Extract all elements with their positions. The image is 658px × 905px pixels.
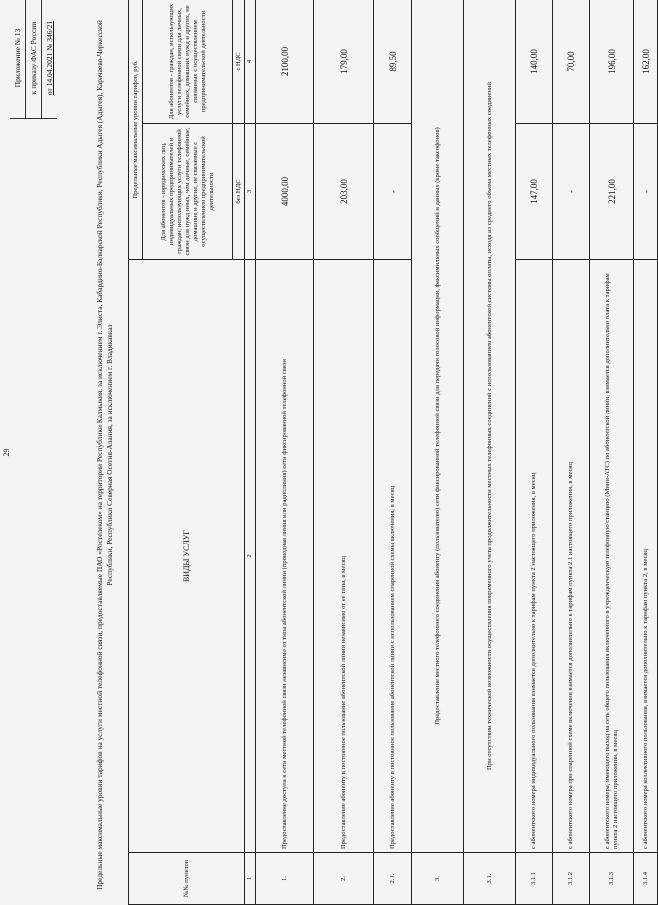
appendix-order: к приказу ФАС России: [25, 0, 41, 118]
header-group-legal: Для абонентов - юридических лиц, индивидуальных предпринимателей и граждан, использующих услуги телефонной связи для нужд иных, чем личные, семейные, домашние и другие, не связанные с осуществлением предпринимательской деятельности: [143, 124, 233, 260]
header-vat-included: с НДС: [233, 0, 245, 124]
row-num: 3.1.4: [634, 853, 658, 905]
row-value-vat-excl: 203,00: [314, 124, 374, 260]
row-service: с абонентского номера коллективного пользования, взимается дополнительно к тарифам пункта 2, в месяц: [634, 260, 658, 853]
row-service: с абонентского номера при спаренной схеме включения взимается дополнительно к тарифам пункта 2.1 настоящего приложения, в месяц: [553, 260, 590, 853]
row-num: 3.1.1: [516, 853, 553, 905]
table-row: [256, 0, 314, 905]
row-service-section: Предоставление местного телефонного соединения абоненту (пользователю) сети фиксированной телефонной связи для передачи голосовой информации, факсимильных сообщений и данных (кроме таксофонов): [412, 0, 464, 853]
table-row: [314, 0, 374, 905]
row-service: с абонентского номера, имеющего выход на сеть общего пользования включенного в учрежденческую телефонную станцию (Мини-АТС) по абонентской линии, взимается дополнительно плата к тарифам пункта 2 настоящего приложения, в месяц: [590, 260, 634, 853]
row-num: 3.1.: [464, 853, 516, 905]
appendix-title: Приложение № 13: [13, 28, 22, 88]
row-num: 3.1.2: [553, 853, 590, 905]
header-group-citizens: Для абонентов - граждан, использующих услуги телефонной связи для личных, семейных, домашних нужд и других, не связанных с осуществлением предпринимательской деятельности: [143, 0, 233, 124]
row-value-vat-incl: 140,00: [516, 0, 553, 124]
header-num: №№ пунктов: [129, 853, 245, 905]
column-number-2: 2: [245, 260, 256, 853]
table-row: [516, 0, 553, 905]
row-value-vat-incl: 89,50: [374, 0, 412, 124]
table-row: [412, 0, 464, 905]
column-number-1: 1: [245, 853, 256, 905]
row-value-vat-incl: 162,00: [634, 0, 658, 124]
row-value-vat-excl: 221,00: [590, 124, 634, 260]
table-row: [634, 0, 658, 905]
row-value-vat-excl: 4000,00: [256, 124, 314, 260]
table-row: [590, 0, 634, 905]
page-number: 29: [2, 448, 11, 457]
header-tariffs: Предельные максимальные уровни тарифов, руб.: [129, 0, 143, 260]
row-service: Предоставление доступа к сети местной телефонной связи независимо от типа абонентской линии (проводная линия или радиолиния) сети фиксированной телефонной связи: [256, 260, 314, 853]
document-heading: Предельные максимальные уровни тарифов на услуги местной телефонной связи, предоставляемые ПАО «Ростелеком» на территории Республики Калмыкия, за исключением г. Элиста, Кабардино-Балкарской Республики, Республики Адыгея (Адыгея), Карачаево-Черкесской Республики, Республики Северная Осетия-Алания, за исключением г. Владикавказ: [95, 20, 114, 890]
row-value-vat-incl: 179,00: [314, 0, 374, 124]
row-value-vat-incl: 70,00: [553, 0, 590, 124]
appendix-date: от 14.04.2021 № 346/21: [41, 0, 57, 118]
row-service: с абонентского номера индивидуального пользования взимается дополнительно к тарифам пункта 2 настоящего приложения, в месяц: [516, 260, 553, 853]
row-service-section: При отсутствии технической возможности осуществления повременного учета продолжительности местных телефонных соединений с использованием абонентской системы оплаты, исходя из среднего объема местных телефонных соединений: [464, 0, 516, 853]
row-num: 1.: [256, 853, 314, 905]
column-number-3: 3: [245, 124, 256, 260]
row-value-vat-incl: 2100,00: [256, 0, 314, 124]
tariff-table: [128, 0, 658, 905]
row-value-vat-excl: -: [374, 124, 412, 260]
column-number-4: 4: [245, 0, 256, 124]
row-service: Предоставление абоненту в постоянное пользование абонентской линии с использованием спаренной схемы включения, в месяц: [374, 260, 412, 853]
row-value-vat-incl: 196,00: [590, 0, 634, 124]
row-value-vat-excl: -: [634, 124, 658, 260]
row-num: 3.1.3: [590, 853, 634, 905]
table-row: [553, 0, 590, 905]
table-row: [374, 0, 412, 905]
row-num: 2.1.: [374, 853, 412, 905]
row-value-vat-excl: 147,00: [516, 124, 553, 260]
table-row: [464, 0, 516, 905]
header-vat-excluded: без НДС: [233, 124, 245, 260]
header-services: ВИДЫ УСЛУГ: [129, 260, 245, 853]
row-value-vat-excl: -: [553, 124, 590, 260]
row-num: 3.: [412, 853, 464, 905]
row-num: 2.: [314, 853, 374, 905]
row-service: Предоставление абоненту в постоянное пользование абонентской линии независимо от ее типа, в месяц: [314, 260, 374, 853]
appendix-block: [10, 0, 57, 119]
